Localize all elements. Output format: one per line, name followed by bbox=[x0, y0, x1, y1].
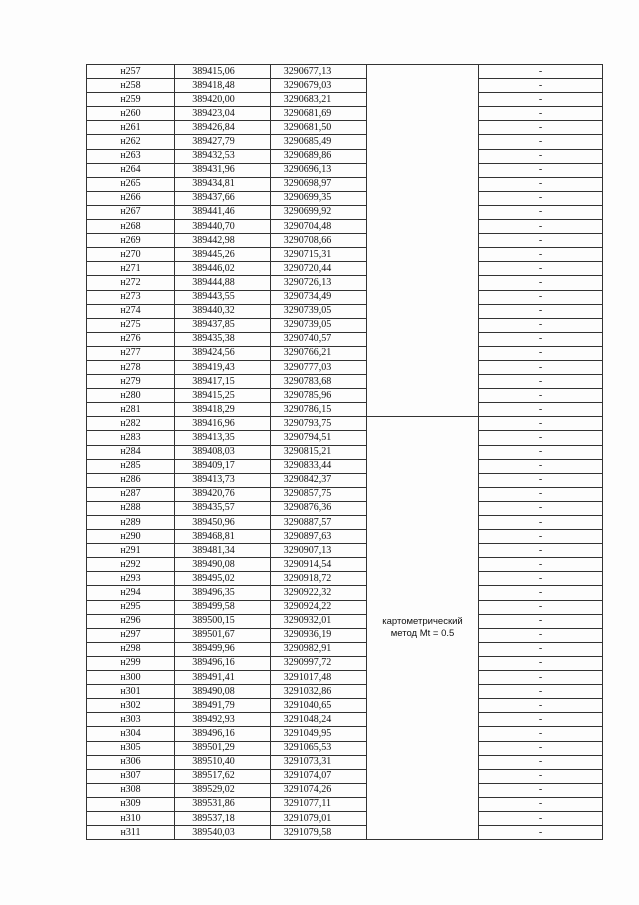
point-id-cell: н269 bbox=[87, 234, 175, 248]
table-row bbox=[87, 107, 603, 121]
dash-cell: - bbox=[479, 544, 603, 558]
table-row bbox=[87, 699, 603, 713]
point-id-cell: н308 bbox=[87, 783, 175, 797]
x-coordinate-cell: 389499,58 bbox=[175, 600, 271, 614]
x-coordinate-cell: 389435,38 bbox=[175, 332, 271, 346]
table-row bbox=[87, 769, 603, 783]
dash-cell: - bbox=[479, 93, 603, 107]
point-id-cell: н305 bbox=[87, 741, 175, 755]
point-id-cell: н283 bbox=[87, 431, 175, 445]
table-row bbox=[87, 783, 603, 797]
x-coordinate-cell: 389446,02 bbox=[175, 262, 271, 276]
point-id-cell: н286 bbox=[87, 473, 175, 487]
point-id-cell: н293 bbox=[87, 572, 175, 586]
table-row bbox=[87, 191, 603, 205]
dash-cell: - bbox=[479, 304, 603, 318]
y-coordinate-cell: 3290907,13 bbox=[271, 544, 367, 558]
x-coordinate-cell: 389427,79 bbox=[175, 135, 271, 149]
table-row bbox=[87, 586, 603, 600]
point-id-cell: н265 bbox=[87, 177, 175, 191]
point-id-cell: н307 bbox=[87, 769, 175, 783]
x-coordinate-cell: 389420,76 bbox=[175, 487, 271, 501]
y-coordinate-cell: 3290708,66 bbox=[271, 234, 367, 248]
x-coordinate-cell: 389468,81 bbox=[175, 530, 271, 544]
table-row bbox=[87, 544, 603, 558]
dash-cell: - bbox=[479, 177, 603, 191]
table-row bbox=[87, 558, 603, 572]
table-row bbox=[87, 600, 603, 614]
point-id-cell: н287 bbox=[87, 487, 175, 501]
dash-cell: - bbox=[479, 276, 603, 290]
table-row bbox=[87, 163, 603, 177]
point-id-cell: н279 bbox=[87, 375, 175, 389]
dash-cell: - bbox=[479, 685, 603, 699]
x-coordinate-cell: 389435,57 bbox=[175, 501, 271, 515]
y-coordinate-cell: 3290685,49 bbox=[271, 135, 367, 149]
y-coordinate-cell: 3290699,35 bbox=[271, 191, 367, 205]
dash-cell: - bbox=[479, 642, 603, 656]
x-coordinate-cell: 389440,70 bbox=[175, 220, 271, 234]
table-row bbox=[87, 65, 603, 79]
table-row bbox=[87, 262, 603, 276]
table-row bbox=[87, 417, 603, 431]
y-coordinate-cell: 3291073,31 bbox=[271, 755, 367, 769]
dash-cell: - bbox=[479, 487, 603, 501]
dash-cell: - bbox=[479, 417, 603, 431]
point-id-cell: н304 bbox=[87, 727, 175, 741]
x-coordinate-cell: 389491,41 bbox=[175, 671, 271, 685]
y-coordinate-cell: 3290715,31 bbox=[271, 248, 367, 262]
x-coordinate-cell: 389531,86 bbox=[175, 797, 271, 811]
y-coordinate-cell: 3291040,65 bbox=[271, 699, 367, 713]
table-row bbox=[87, 656, 603, 670]
point-id-cell: н306 bbox=[87, 755, 175, 769]
x-coordinate-cell: 389490,08 bbox=[175, 685, 271, 699]
point-id-cell: н297 bbox=[87, 628, 175, 642]
point-id-cell: н278 bbox=[87, 360, 175, 374]
dash-cell: - bbox=[479, 797, 603, 811]
y-coordinate-cell: 3290786,15 bbox=[271, 403, 367, 417]
point-id-cell: н272 bbox=[87, 276, 175, 290]
point-id-cell: н264 bbox=[87, 163, 175, 177]
y-coordinate-cell: 3290783,68 bbox=[271, 375, 367, 389]
point-id-cell: н280 bbox=[87, 389, 175, 403]
table-row bbox=[87, 713, 603, 727]
table-row bbox=[87, 445, 603, 459]
table-row bbox=[87, 755, 603, 769]
x-coordinate-cell: 389415,25 bbox=[175, 389, 271, 403]
point-id-cell: н258 bbox=[87, 79, 175, 93]
dash-cell: - bbox=[479, 431, 603, 445]
y-coordinate-cell: 3290785,96 bbox=[271, 389, 367, 403]
x-coordinate-cell: 389441,46 bbox=[175, 205, 271, 219]
table-row bbox=[87, 727, 603, 741]
y-coordinate-cell: 3290897,63 bbox=[271, 530, 367, 544]
table-row bbox=[87, 93, 603, 107]
x-coordinate-cell: 389517,62 bbox=[175, 769, 271, 783]
dash-cell: - bbox=[479, 713, 603, 727]
table-row bbox=[87, 811, 603, 825]
dash-cell: - bbox=[479, 656, 603, 670]
table-row bbox=[87, 516, 603, 530]
table-row bbox=[87, 628, 603, 642]
dash-cell: - bbox=[479, 741, 603, 755]
dash-cell: - bbox=[479, 346, 603, 360]
dash-cell: - bbox=[479, 811, 603, 825]
dash-cell: - bbox=[479, 755, 603, 769]
point-id-cell: н291 bbox=[87, 544, 175, 558]
y-coordinate-cell: 3290777,03 bbox=[271, 360, 367, 374]
method-label-line1: картометрический bbox=[382, 616, 463, 628]
y-coordinate-cell: 3290936,19 bbox=[271, 628, 367, 642]
dash-cell: - bbox=[479, 318, 603, 332]
table-row bbox=[87, 671, 603, 685]
table-row bbox=[87, 346, 603, 360]
point-id-cell: н262 bbox=[87, 135, 175, 149]
table-row bbox=[87, 149, 603, 163]
y-coordinate-cell: 3290698,97 bbox=[271, 177, 367, 191]
x-coordinate-cell: 389418,48 bbox=[175, 79, 271, 93]
table-row bbox=[87, 360, 603, 374]
table-row bbox=[87, 121, 603, 135]
dash-cell: - bbox=[479, 699, 603, 713]
point-id-cell: н274 bbox=[87, 304, 175, 318]
point-id-cell: н270 bbox=[87, 248, 175, 262]
x-coordinate-cell: 389444,88 bbox=[175, 276, 271, 290]
y-coordinate-cell: 3291074,07 bbox=[271, 769, 367, 783]
dash-cell: - bbox=[479, 389, 603, 403]
dash-cell: - bbox=[479, 769, 603, 783]
x-coordinate-cell: 389500,15 bbox=[175, 614, 271, 628]
point-id-cell: н277 bbox=[87, 346, 175, 360]
point-id-cell: н271 bbox=[87, 262, 175, 276]
y-coordinate-cell: 3290681,69 bbox=[271, 107, 367, 121]
y-coordinate-cell: 3290815,21 bbox=[271, 445, 367, 459]
dash-cell: - bbox=[479, 360, 603, 374]
table-row bbox=[87, 318, 603, 332]
table-row bbox=[87, 487, 603, 501]
table-row bbox=[87, 501, 603, 515]
table-row bbox=[87, 642, 603, 656]
x-coordinate-cell: 389432,53 bbox=[175, 149, 271, 163]
point-id-cell: н288 bbox=[87, 501, 175, 515]
dash-cell: - bbox=[479, 501, 603, 515]
point-id-cell: н285 bbox=[87, 459, 175, 473]
dash-cell: - bbox=[479, 558, 603, 572]
y-coordinate-cell: 3290739,05 bbox=[271, 318, 367, 332]
dash-cell: - bbox=[479, 163, 603, 177]
x-coordinate-cell: 389495,02 bbox=[175, 572, 271, 586]
point-id-cell: н292 bbox=[87, 558, 175, 572]
x-coordinate-cell: 389437,85 bbox=[175, 318, 271, 332]
dash-cell: - bbox=[479, 375, 603, 389]
method-label-line2: метод Mt = 0.5 bbox=[390, 628, 455, 640]
table-row bbox=[87, 685, 603, 699]
y-coordinate-cell: 3290924,22 bbox=[271, 600, 367, 614]
dash-cell: - bbox=[479, 727, 603, 741]
y-coordinate-cell: 3291032,86 bbox=[271, 685, 367, 699]
y-coordinate-cell: 3290720,44 bbox=[271, 262, 367, 276]
point-id-cell: н260 bbox=[87, 107, 175, 121]
y-coordinate-cell: 3290922,32 bbox=[271, 586, 367, 600]
point-id-cell: н282 bbox=[87, 417, 175, 431]
point-id-cell: н289 bbox=[87, 516, 175, 530]
y-coordinate-cell: 3291079,01 bbox=[271, 811, 367, 825]
table-row bbox=[87, 79, 603, 93]
point-id-cell: н276 bbox=[87, 332, 175, 346]
y-coordinate-cell: 3290679,03 bbox=[271, 79, 367, 93]
table-row bbox=[87, 304, 603, 318]
y-coordinate-cell: 3290794,51 bbox=[271, 431, 367, 445]
dash-cell: - bbox=[479, 107, 603, 121]
y-coordinate-cell: 3290842,37 bbox=[271, 473, 367, 487]
dash-cell: - bbox=[479, 248, 603, 262]
y-coordinate-cell: 3291049,95 bbox=[271, 727, 367, 741]
table-row bbox=[87, 741, 603, 755]
x-coordinate-cell: 389496,35 bbox=[175, 586, 271, 600]
dash-cell: - bbox=[479, 191, 603, 205]
x-coordinate-cell: 389491,79 bbox=[175, 699, 271, 713]
dash-cell: - bbox=[479, 135, 603, 149]
point-id-cell: н267 bbox=[87, 205, 175, 219]
x-coordinate-cell: 389437,66 bbox=[175, 191, 271, 205]
x-coordinate-cell: 389423,04 bbox=[175, 107, 271, 121]
table-row bbox=[87, 403, 603, 417]
x-coordinate-cell: 389496,16 bbox=[175, 656, 271, 670]
y-coordinate-cell: 3290696,13 bbox=[271, 163, 367, 177]
x-coordinate-cell: 389445,26 bbox=[175, 248, 271, 262]
coordinates-table bbox=[86, 64, 603, 840]
x-coordinate-cell: 389418,29 bbox=[175, 403, 271, 417]
table-row bbox=[87, 177, 603, 191]
dash-cell: - bbox=[479, 530, 603, 544]
x-coordinate-cell: 389442,98 bbox=[175, 234, 271, 248]
point-id-cell: н299 bbox=[87, 656, 175, 670]
point-id-cell: н257 bbox=[87, 65, 175, 79]
dash-cell: - bbox=[479, 121, 603, 135]
x-coordinate-cell: 389431,96 bbox=[175, 163, 271, 177]
dash-cell: - bbox=[479, 149, 603, 163]
dash-cell: - bbox=[479, 332, 603, 346]
x-coordinate-cell: 389496,16 bbox=[175, 727, 271, 741]
x-coordinate-cell: 389492,93 bbox=[175, 713, 271, 727]
point-id-cell: н300 bbox=[87, 671, 175, 685]
y-coordinate-cell: 3290681,50 bbox=[271, 121, 367, 135]
point-id-cell: н311 bbox=[87, 826, 175, 840]
x-coordinate-cell: 389501,67 bbox=[175, 628, 271, 642]
point-id-cell: н302 bbox=[87, 699, 175, 713]
y-coordinate-cell: 3290726,13 bbox=[271, 276, 367, 290]
y-coordinate-cell: 3290683,21 bbox=[271, 93, 367, 107]
y-coordinate-cell: 3290793,75 bbox=[271, 417, 367, 431]
y-coordinate-cell: 3290833,44 bbox=[271, 459, 367, 473]
table-row bbox=[87, 473, 603, 487]
x-coordinate-cell: 389540,03 bbox=[175, 826, 271, 840]
table-row bbox=[87, 290, 603, 304]
dash-cell: - bbox=[479, 65, 603, 79]
dash-cell: - bbox=[479, 234, 603, 248]
table-row bbox=[87, 572, 603, 586]
table-row bbox=[87, 205, 603, 219]
table-row bbox=[87, 614, 603, 628]
table-row bbox=[87, 826, 603, 840]
method-cell-upper bbox=[367, 65, 479, 417]
table-row bbox=[87, 375, 603, 389]
x-coordinate-cell: 389408,03 bbox=[175, 445, 271, 459]
x-coordinate-cell: 389413,73 bbox=[175, 473, 271, 487]
point-id-cell: н266 bbox=[87, 191, 175, 205]
point-id-cell: н273 bbox=[87, 290, 175, 304]
table-row bbox=[87, 797, 603, 811]
dash-cell: - bbox=[479, 79, 603, 93]
point-id-cell: н284 bbox=[87, 445, 175, 459]
dash-cell: - bbox=[479, 516, 603, 530]
y-coordinate-cell: 3291065,53 bbox=[271, 741, 367, 755]
y-coordinate-cell: 3291079,58 bbox=[271, 826, 367, 840]
y-coordinate-cell: 3290914,54 bbox=[271, 558, 367, 572]
x-coordinate-cell: 389416,96 bbox=[175, 417, 271, 431]
y-coordinate-cell: 3290918,72 bbox=[271, 572, 367, 586]
dash-cell: - bbox=[479, 459, 603, 473]
x-coordinate-cell: 389409,17 bbox=[175, 459, 271, 473]
dash-cell: - bbox=[479, 671, 603, 685]
coordinates-table-body bbox=[87, 65, 603, 840]
y-coordinate-cell: 3290740,57 bbox=[271, 332, 367, 346]
table-row bbox=[87, 276, 603, 290]
dash-cell: - bbox=[479, 586, 603, 600]
y-coordinate-cell: 3290932,01 bbox=[271, 614, 367, 628]
x-coordinate-cell: 389481,34 bbox=[175, 544, 271, 558]
dash-cell: - bbox=[479, 783, 603, 797]
y-coordinate-cell: 3290677,13 bbox=[271, 65, 367, 79]
y-coordinate-cell: 3291048,24 bbox=[271, 713, 367, 727]
y-coordinate-cell: 3290876,36 bbox=[271, 501, 367, 515]
y-coordinate-cell: 3290982,91 bbox=[271, 642, 367, 656]
dash-cell: - bbox=[479, 600, 603, 614]
x-coordinate-cell: 389443,55 bbox=[175, 290, 271, 304]
y-coordinate-cell: 3291074,26 bbox=[271, 783, 367, 797]
point-id-cell: н309 bbox=[87, 797, 175, 811]
point-id-cell: н290 bbox=[87, 530, 175, 544]
dash-cell: - bbox=[479, 473, 603, 487]
x-coordinate-cell: 389417,15 bbox=[175, 375, 271, 389]
x-coordinate-cell: 389426,84 bbox=[175, 121, 271, 135]
y-coordinate-cell: 3291077,11 bbox=[271, 797, 367, 811]
dash-cell: - bbox=[479, 220, 603, 234]
table-row bbox=[87, 431, 603, 445]
point-id-cell: н303 bbox=[87, 713, 175, 727]
table-row bbox=[87, 530, 603, 544]
table-row bbox=[87, 234, 603, 248]
point-id-cell: н294 bbox=[87, 586, 175, 600]
table-row bbox=[87, 332, 603, 346]
point-id-cell: н275 bbox=[87, 318, 175, 332]
x-coordinate-cell: 389440,32 bbox=[175, 304, 271, 318]
point-id-cell: н268 bbox=[87, 220, 175, 234]
dash-cell: - bbox=[479, 445, 603, 459]
dash-cell: - bbox=[479, 826, 603, 840]
dash-cell: - bbox=[479, 572, 603, 586]
point-id-cell: н301 bbox=[87, 685, 175, 699]
y-coordinate-cell: 3290766,21 bbox=[271, 346, 367, 360]
point-id-cell: н295 bbox=[87, 600, 175, 614]
y-coordinate-cell: 3290699,92 bbox=[271, 205, 367, 219]
point-id-cell: н259 bbox=[87, 93, 175, 107]
dash-cell: - bbox=[479, 403, 603, 417]
point-id-cell: н263 bbox=[87, 149, 175, 163]
method-cell bbox=[367, 417, 479, 840]
y-coordinate-cell: 3290689,86 bbox=[271, 149, 367, 163]
x-coordinate-cell: 389490,08 bbox=[175, 558, 271, 572]
table-row bbox=[87, 389, 603, 403]
y-coordinate-cell: 3291017,48 bbox=[271, 671, 367, 685]
y-coordinate-cell: 3290734,49 bbox=[271, 290, 367, 304]
point-id-cell: н281 bbox=[87, 403, 175, 417]
table-row bbox=[87, 220, 603, 234]
point-id-cell: н296 bbox=[87, 614, 175, 628]
x-coordinate-cell: 389501,29 bbox=[175, 741, 271, 755]
dash-cell: - bbox=[479, 614, 603, 628]
x-coordinate-cell: 389434,81 bbox=[175, 177, 271, 191]
dash-cell: - bbox=[479, 628, 603, 642]
y-coordinate-cell: 3290704,48 bbox=[271, 220, 367, 234]
x-coordinate-cell: 389415,06 bbox=[175, 65, 271, 79]
dash-cell: - bbox=[479, 262, 603, 276]
y-coordinate-cell: 3290857,75 bbox=[271, 487, 367, 501]
table-row bbox=[87, 459, 603, 473]
point-id-cell: н298 bbox=[87, 642, 175, 656]
y-coordinate-cell: 3290887,57 bbox=[271, 516, 367, 530]
dash-cell: - bbox=[479, 205, 603, 219]
x-coordinate-cell: 389424,56 bbox=[175, 346, 271, 360]
x-coordinate-cell: 389529,02 bbox=[175, 783, 271, 797]
x-coordinate-cell: 389420,00 bbox=[175, 93, 271, 107]
table-row bbox=[87, 248, 603, 262]
x-coordinate-cell: 389499,96 bbox=[175, 642, 271, 656]
dash-cell: - bbox=[479, 290, 603, 304]
y-coordinate-cell: 3290997,72 bbox=[271, 656, 367, 670]
table-row bbox=[87, 135, 603, 149]
x-coordinate-cell: 389537,18 bbox=[175, 811, 271, 825]
y-coordinate-cell: 3290739,05 bbox=[271, 304, 367, 318]
point-id-cell: н310 bbox=[87, 811, 175, 825]
x-coordinate-cell: 389419,43 bbox=[175, 360, 271, 374]
x-coordinate-cell: 389510,40 bbox=[175, 755, 271, 769]
x-coordinate-cell: 389413,35 bbox=[175, 431, 271, 445]
point-id-cell: н261 bbox=[87, 121, 175, 135]
x-coordinate-cell: 389450,96 bbox=[175, 516, 271, 530]
